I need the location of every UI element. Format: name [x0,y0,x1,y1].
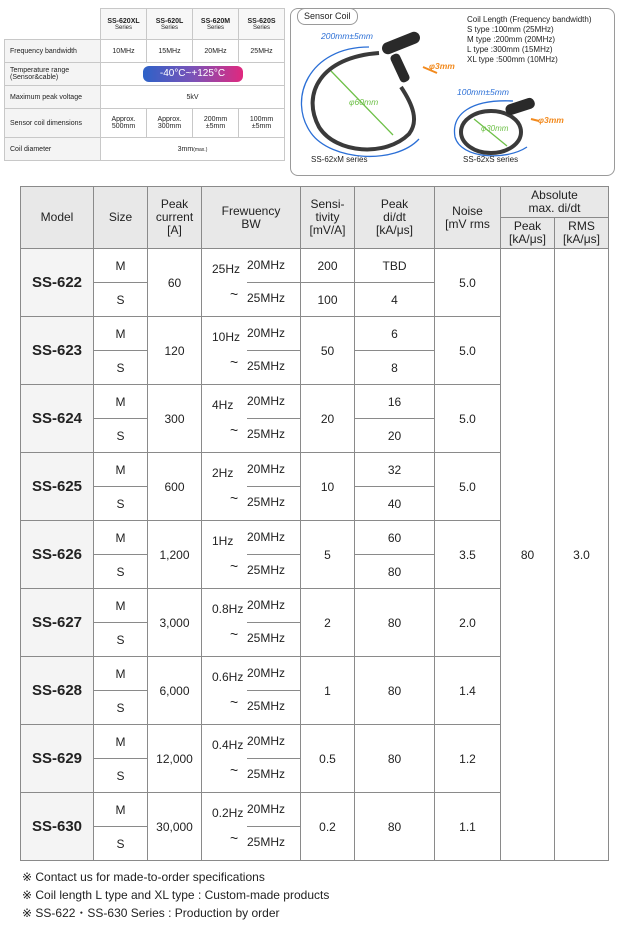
sensitivity-cell: 100 [301,283,355,317]
bw-block [202,725,300,792]
bw-high-m: 20MHz [247,802,286,816]
size-cell: S [94,419,148,453]
peak-didt-cell: 6 [355,317,435,351]
bw-divider [247,826,300,827]
peak-didt-cell: 32 [355,453,435,487]
noise-cell: 2.0 [435,589,501,657]
peak-didt-cell: 8 [355,351,435,385]
footnote: ※ Coil length L type and XL type : Custom-made products [22,888,330,902]
bw-divider [247,758,300,759]
sensitivity-cell: 20 [301,385,355,453]
size-cell: S [94,351,148,385]
header-abs-peak: Peak [kA/μs] [501,218,555,249]
noise-cell: 1.4 [435,657,501,725]
bw-divider [247,418,300,419]
sensitivity-cell: 10 [301,453,355,521]
model-name: SS-624 [21,385,94,453]
model-name: SS-626 [21,521,94,589]
bw-tilde: ~ [230,422,239,438]
bw-high-s: 25MHz [247,495,286,509]
spec-cell: 25MHz [239,40,285,63]
noise-cell: 5.0 [435,453,501,521]
bw-low: 1Hz [212,534,234,548]
frequency-bw-cell [202,657,301,725]
coil-head-s [504,97,536,117]
footnotes [22,868,329,922]
frequency-bw-cell [202,589,301,657]
coil-s-diameter: φ30mm [481,124,509,133]
sensitivity-cell: 200 [301,249,355,283]
bw-low: 10Hz [212,330,241,344]
noise-cell: 3.5 [435,521,501,589]
size-cell: M [94,657,148,691]
spec-cell: 15MHz [147,40,193,63]
coil-info-line: S type :100mm (25MHz) [467,25,554,34]
spec-cell: 20MHz [193,40,239,63]
spec-label: Maximum peak voltage [5,86,101,109]
model-name: SS-622 [21,249,94,317]
sensitivity-cell: 1 [301,657,355,725]
peak-current-cell: 6,000 [148,657,202,725]
size-cell: M [94,793,148,827]
header-peak-current: Peak current [A] [148,187,202,249]
header-absolute-max-didt: Absolute max. di/dt [501,187,609,218]
coil-body-m [389,52,411,83]
peak-didt-cell: 40 [355,487,435,521]
peak-didt-cell: 4 [355,283,435,317]
noise-cell: 5.0 [435,317,501,385]
sensitivity-cell: 50 [301,317,355,385]
bw-high-s: 25MHz [247,359,286,373]
footnote: ※ Contact us for made-to-order specifications [22,870,265,884]
model-rows [21,249,609,861]
spec-cell: Approx. 300mm [147,109,193,138]
coil-length-info [467,15,592,65]
bw-divider [247,486,300,487]
bw-high-m: 20MHz [247,394,286,408]
footnote: ※ SS-622・SS-630 Series : Production by order [22,906,280,920]
header-abs-rms: RMS [kA/μs] [555,218,609,249]
sensor-coil-title: Sensor Coil [297,8,358,25]
peak-current-cell: 3,000 [148,589,202,657]
noise-cell: 5.0 [435,249,501,317]
sensitivity-cell: 5 [301,521,355,589]
header-noise: Noise [mV rms [435,187,501,249]
spec-label: Coil diameter [5,138,101,161]
peak-current-cell: 60 [148,249,202,317]
bw-high-s: 25MHz [247,699,286,713]
bw-high-s: 25MHz [247,835,286,849]
coil-info-line: M type :200mm (20MHz) [467,35,556,44]
peak-current-cell: 12,000 [148,725,202,793]
sensitivity-cell: 0.5 [301,725,355,793]
bw-block [202,793,300,860]
bw-tilde: ~ [230,286,239,302]
coil-s-thickness: φ3mm [538,115,564,125]
size-cell: S [94,623,148,657]
bw-high-s: 25MHz [247,767,286,781]
spec-corner [5,9,101,40]
peak-didt-cell: 80 [355,657,435,725]
noise-cell: 1.1 [435,793,501,861]
bw-divider [247,350,300,351]
noise-cell: 1.2 [435,725,501,793]
temperature-badge: -40°C~+125°C [143,66,243,82]
bw-block [202,385,300,452]
bw-high-s: 25MHz [247,563,286,577]
bw-divider [247,282,300,283]
size-cell: M [94,317,148,351]
bw-low: 0.8Hz [212,602,244,616]
frequency-bw-cell [202,317,301,385]
bw-high-m: 20MHz [247,666,286,680]
spec-cell: 200mm ±5mm [193,109,239,138]
frequency-bw-cell [202,453,301,521]
bw-high-s: 25MHz [247,631,286,645]
model-name: SS-627 [21,589,94,657]
bw-block [202,453,300,520]
coil-info-line: XL type :500mm (10MHz) [467,55,558,64]
spec-cell: 5kV [101,86,285,109]
bw-tilde: ~ [230,762,239,778]
peak-didt-cell: 16 [355,385,435,419]
model-name: SS-630 [21,793,94,861]
spec-label: Temperature range (Sensor&cable) [5,63,101,86]
peak-current-cell: 600 [148,453,202,521]
noise-cell: 5.0 [435,385,501,453]
size-cell: S [94,283,148,317]
bw-high-m: 20MHz [247,258,286,272]
bw-tilde: ~ [230,558,239,574]
coil-s-length: 100mm±5mm [457,87,509,97]
table-row [21,249,609,283]
bw-low: 0.4Hz [212,738,244,752]
frequency-bw-cell [202,385,301,453]
model-spec-table [20,186,609,861]
model-name: SS-623 [21,317,94,385]
peak-current-cell: 120 [148,317,202,385]
header-size: Size [94,187,148,249]
bw-divider [247,554,300,555]
peak-didt-cell: 80 [355,555,435,589]
size-cell: M [94,725,148,759]
bw-low: 0.2Hz [212,806,244,820]
spec-cell: 100mm ±5mm [239,109,285,138]
peak-current-cell: 1,200 [148,521,202,589]
spec-cell: Approx. 500mm [101,109,147,138]
spec-header: SS-620L Series [147,9,193,40]
header-frequency-bw: Frewuency BW [202,187,301,249]
header-model: Model [21,187,94,249]
abs-rms-cell: 3.0 [555,249,609,861]
bw-block [202,249,300,316]
peak-didt-cell: 20 [355,419,435,453]
coil-m-length: 200mm±5mm [321,31,373,41]
spec-cell: 3mm(max.) [101,138,285,161]
size-cell: S [94,555,148,589]
bw-high-m: 20MHz [247,462,286,476]
size-cell: S [94,691,148,725]
coil-info-line: L type :300mm (15MHz) [467,45,553,54]
size-cell: M [94,589,148,623]
caption-xs-series: SS-62xS series [463,155,519,164]
peak-didt-cell: TBD [355,249,435,283]
peak-didt-cell: 80 [355,725,435,793]
caption-xm-series: SS-62xM series [311,155,368,164]
bw-high-s: 25MHz [247,427,286,441]
spec-cell: 10MHz [101,40,147,63]
bw-block [202,589,300,656]
bw-low: 0.6Hz [212,670,244,684]
header-peak-didt: Peak di/dt [kA/μs] [355,187,435,249]
spec-table [4,8,285,161]
frequency-bw-cell [202,725,301,793]
bw-tilde: ~ [230,830,239,846]
model-name: SS-625 [21,453,94,521]
coil-m-diameter: φ60mm [349,97,379,107]
sensor-coil-panel [290,8,615,176]
bw-divider [247,622,300,623]
spec-header: SS-620M Series [193,9,239,40]
coil-info-line: Coil Length (Frequency bandwidth) [467,15,592,24]
spec-label: Sensor coil dimensions [5,109,101,138]
bw-low: 4Hz [212,398,234,412]
coil-m-thickness: φ3mm [429,61,455,71]
sensitivity-cell: 0.2 [301,793,355,861]
bw-low: 2Hz [212,466,234,480]
size-cell: M [94,249,148,283]
bw-high-m: 20MHz [247,530,286,544]
peak-didt-cell: 60 [355,521,435,555]
frequency-bw-cell [202,249,301,317]
size-cell: M [94,453,148,487]
size-cell: S [94,827,148,861]
abs-peak-cell: 80 [501,249,555,861]
spec-cell [101,63,285,86]
peak-didt-cell: 80 [355,793,435,861]
size-cell: M [94,385,148,419]
peak-didt-cell: 80 [355,589,435,657]
frequency-bw-cell [202,521,301,589]
peak-current-cell: 30,000 [148,793,202,861]
bw-low: 25Hz [212,262,241,276]
size-cell: M [94,521,148,555]
bw-tilde: ~ [230,490,239,506]
bw-high-s: 25MHz [247,291,286,305]
model-name: SS-629 [21,725,94,793]
size-cell: S [94,759,148,793]
spec-label: Frequency bandwidth [5,40,101,63]
bw-block [202,657,300,724]
bw-high-m: 20MHz [247,734,286,748]
peak-current-cell: 300 [148,385,202,453]
frequency-bw-cell [202,793,301,861]
spec-header: SS-620S Series [239,9,285,40]
bw-tilde: ~ [230,694,239,710]
bw-high-m: 20MHz [247,326,286,340]
bw-high-m: 20MHz [247,598,286,612]
spec-header: SS-620XL Series [101,9,147,40]
sensitivity-cell: 2 [301,589,355,657]
coil-head-m [380,30,422,56]
model-name: SS-628 [21,657,94,725]
bw-block [202,521,300,588]
bw-divider [247,690,300,691]
size-cell: S [94,487,148,521]
bw-tilde: ~ [230,626,239,642]
bw-block [202,317,300,384]
bw-tilde: ~ [230,354,239,370]
header-sensitivity: Sensi- tivity [mV/A] [301,187,355,249]
